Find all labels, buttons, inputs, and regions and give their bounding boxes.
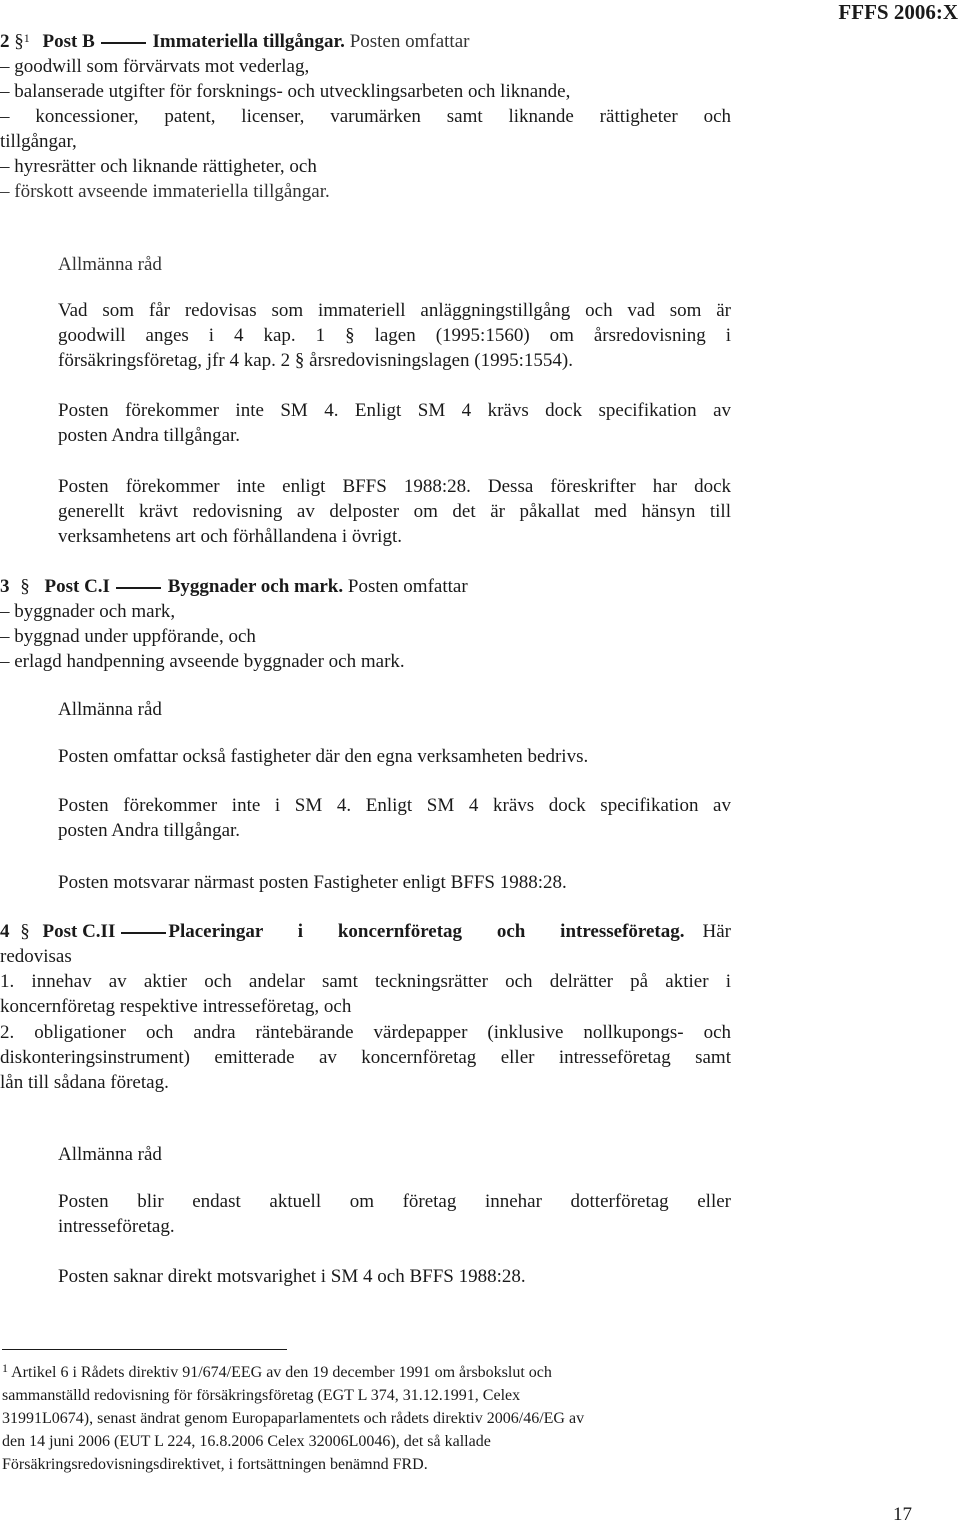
section-sign: § [20,921,30,942]
general-advice-heading: Allmänna råd [58,254,162,275]
advice-text: intresseföretag. [58,1216,175,1237]
list-item: – förskott avseende immateriella tillgångar. [0,181,330,202]
advice-text: verksamhetens art och förhållandena i övrigt. [58,526,402,547]
post-intro: Posten omfattar [349,31,470,52]
advice-text: goodwill anges i 4 kap. 1 § lagen (1995:1560) om årsredovisning i [58,325,731,346]
footnote-ref[interactable]: 1 [23,31,30,45]
section-sign: § [14,31,24,52]
advice-text: Posten saknar direkt motsvarighet i SM 4 och BFFS 1988:28. [58,1266,526,1287]
section-number: 3 [0,576,10,597]
advice-text: Posten omfattar också fastigheter där den egna verksamheten bedrivs. [58,746,589,767]
post-title: Placeringar i koncernföretag och intresseföretag. [168,921,685,942]
advice-text: generellt krävt redovisning av delposter om det är påkallat med hänsyn till [58,501,731,522]
advice-text: försäkringsföretag, jfr 4 kap. 2 § årsredovisningslagen (1995:1554). [58,350,573,371]
list-item: diskonteringsinstrument) emitterade av koncernföretag eller intresseföretag samt [0,1047,731,1068]
list-item: – balanserade utgifter för forsknings- och utvecklingsarbeten och liknande, [0,81,571,102]
footnote-line: 31991L0674), senast ändrat genom Europaparlamentets och rådets direktiv 2006/46/EG av [2,1410,585,1427]
list-item: – koncessioner, patent, licenser, varumärken samt liknande rättigheter och [0,106,731,127]
footnote-line: sammanställd redovisning för försäkringsföretag (EGT L 374, 31.12.1991, Celex [2,1387,521,1404]
list-item: – byggnad under uppförande, och [0,626,256,647]
list-item: 2. obligationer och andra räntebärande värdepapper (inklusive nollkupongs- och [0,1022,731,1043]
section-4-heading [0,920,731,944]
footnote-separator [2,1349,287,1350]
list-item: – hyresrätter och liknande rättigheter, och [0,156,317,177]
advice-text: Posten motsvarar närmast posten Fastigheter enligt BFFS 1988:28. [58,872,567,893]
em-dash [101,42,146,44]
footnote-line: $^1$ Artikel 6 i Rådets direktiv 91/674/EEG av den 19 december 1991 om årsbokslut och [2,1361,552,1381]
section-number: 4 [0,921,10,942]
footnote-line: den 14 juni 2006 (EUT L 224, 16.8.2006 Celex 32006L0046), det så kallade [2,1433,491,1450]
section-sign: § [20,576,30,597]
post-title: Immateriella tillgångar. [152,31,345,52]
post-label: Post C.I [44,576,110,597]
footnote-line: Försäkringsredovisningsdirektivet, i fortsättningen benämnd FRD. [2,1456,428,1473]
page-number: 17 [893,1504,912,1525]
advice-text: Posten förekommer inte enligt BFFS 1988:28. Dessa föreskrifter har dock [58,476,731,497]
em-dash [121,932,166,934]
list-item: koncernföretag respektive intresseföretag, och [0,996,352,1017]
list-item: 1. innehav av aktier och andelar samt teckningsrätter och delrätter på aktier i [0,971,731,992]
post-intro-cont: redovisas [0,946,72,967]
general-advice-heading: Allmänna råd [58,699,162,720]
list-item: – erlagd handpenning avseende byggnader och mark. [0,651,405,672]
post-label: Post B [42,31,95,52]
general-advice-heading: Allmänna råd [58,1144,162,1165]
list-item: lån till sådana företag. [0,1072,169,1093]
section-2-heading [0,30,469,54]
post-title: Byggnader och mark. [167,576,344,597]
advice-text: Posten förekommer inte i SM 4. Enligt SM 4 krävs dock specifikation av [58,795,731,816]
document-id: FFFS 2006:X [838,0,958,24]
section-number: 2 [0,31,10,52]
list-item: – byggnader och mark, [0,601,176,622]
list-item: – goodwill som förvärvats mot vederlag, [0,56,310,77]
advice-text: posten Andra tillgångar. [58,820,241,841]
advice-text: Posten blir endast aktuell om företag innehar dotterföretag eller [58,1191,731,1212]
footnote-number: 1 [2,1361,8,1375]
em-dash [116,587,161,589]
advice-text: Posten förekommer inte SM 4. Enligt SM 4 krävs dock specifikation av [58,400,731,421]
post-intro: Posten omfattar [347,576,468,597]
advice-text: Vad som får redovisas som immateriell anläggningstillgång och vad som är [58,300,731,321]
post-label: Post C.II [42,921,116,942]
section-3-heading [0,575,468,599]
post-intro: Här [702,921,731,942]
advice-text: posten Andra tillgångar. [58,425,241,446]
list-item: tillgångar, [0,131,77,152]
